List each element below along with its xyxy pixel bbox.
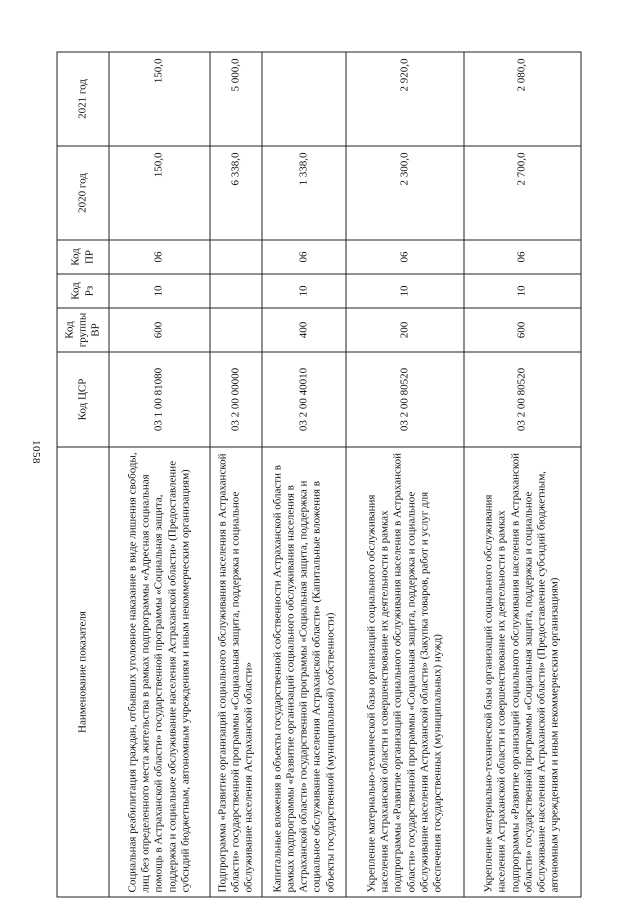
row-vr: 200 — [346, 308, 463, 352]
row-name: Подпрограмма «Развитие организаций социального обслуживания населения в Астраханской области» государственной программы «Социальная защита, поддержка и социальное обслуживание населения Астраханской области» — [210, 447, 262, 897]
table-row — [464, 52, 581, 897]
table-row — [346, 52, 463, 897]
row-name: Капитальные вложения в объекты государственной собственности Астраханской области в рамках подпрограммы «Развитие организаций социального обслуживания населения в Астраханской области» государственной программы «Социальная защита, поддержка и социальное обслуживание населения Астраханской области» (Капитальные вложения в объекты государственной (муниципальной) собственности) — [262, 447, 346, 897]
row-name: Укрепление материально-технической базы организаций социального обслуживания населения Астраханской области и совершенствование их деятельности в рамках подпрограммы «Развитие организаций социального обслуживания населения в Астраханской области» государственной программы «Социальная защита, поддержка и социальное обслуживание населения Астраханской области» (Предоставление субсидий бюджетным, автономным учреждениям и иным некоммерческим организациям) — [464, 447, 581, 897]
row-csr: 03 2 00 40010 — [262, 352, 346, 447]
row-pr: 06 — [346, 240, 463, 274]
header-rz: Код Рз — [57, 274, 109, 308]
row-2021: 150,0 — [109, 52, 210, 146]
row-csr: 03 2 00 80520 — [464, 352, 581, 447]
rotated-table-container — [57, 53, 582, 898]
row-name: Социальная реабилитация граждан, отбывших уголовное наказание в виде лишения свободы, лиц без определенного места жительства в рамках подпрограммы «Адресная социальная помощь в Астраханской области» государственной программы «Социальная защита, поддержка и социальное обслуживание населения Астраханской области» (Предоставление субсидий бюджетным, автономным учреждениям и иным некоммерческим организациям) — [109, 447, 210, 897]
header-2020: 2020 год — [57, 146, 109, 240]
row-vr: 600 — [464, 308, 581, 352]
table-row — [262, 52, 346, 897]
row-rz: 10 — [346, 274, 463, 308]
row-pr: 06 — [262, 240, 346, 274]
row-pr: 06 — [464, 240, 581, 274]
table-header-row — [57, 52, 109, 897]
row-2021: 2 080,0 — [464, 52, 581, 146]
row-pr — [210, 240, 262, 274]
row-2020: 1 338,0 — [262, 146, 346, 240]
row-name: Укрепление материально-технической базы организаций социального обслуживания населения Астраханской области и совершенствование их деятельности в рамках подпрограммы «Развитие организаций социального обслуживания населения в Астраханской области» государственной программы «Социальная защита, поддержка и социальное обслуживание населения Астраханской области» (Закупка товаров, работ и услуг для обеспечения государственных (муниципальных) нужд) — [346, 447, 463, 897]
header-vr: Код группы ВР — [57, 308, 109, 352]
row-pr: 06 — [109, 240, 210, 274]
header-2021: 2021 год — [57, 52, 109, 146]
row-csr: 03 1 00 81080 — [109, 352, 210, 447]
header-pr: Код ПР — [57, 240, 109, 274]
table-row — [109, 52, 210, 897]
table-row — [210, 52, 262, 897]
row-2020: 2 300,0 — [346, 146, 463, 240]
row-2021: 2 920,0 — [346, 52, 463, 146]
row-rz: 10 — [464, 274, 581, 308]
row-rz: 10 — [109, 274, 210, 308]
row-vr: 400 — [262, 308, 346, 352]
page-number: 1058 — [30, 440, 42, 464]
row-2021 — [262, 52, 346, 146]
row-rz — [210, 274, 262, 308]
budget-table — [57, 52, 582, 898]
row-2020: 6 338,0 — [210, 146, 262, 240]
header-name: Наименование показателя — [57, 447, 109, 897]
header-csr: Код ЦСР — [57, 352, 109, 447]
row-csr: 03 2 00 80520 — [346, 352, 463, 447]
row-2020: 2 700,0 — [464, 146, 581, 240]
row-rz: 10 — [262, 274, 346, 308]
row-vr — [210, 308, 262, 352]
row-2020: 150,0 — [109, 146, 210, 240]
row-vr: 600 — [109, 308, 210, 352]
row-2021: 5 000,0 — [210, 52, 262, 146]
row-csr: 03 2 00 00000 — [210, 352, 262, 447]
